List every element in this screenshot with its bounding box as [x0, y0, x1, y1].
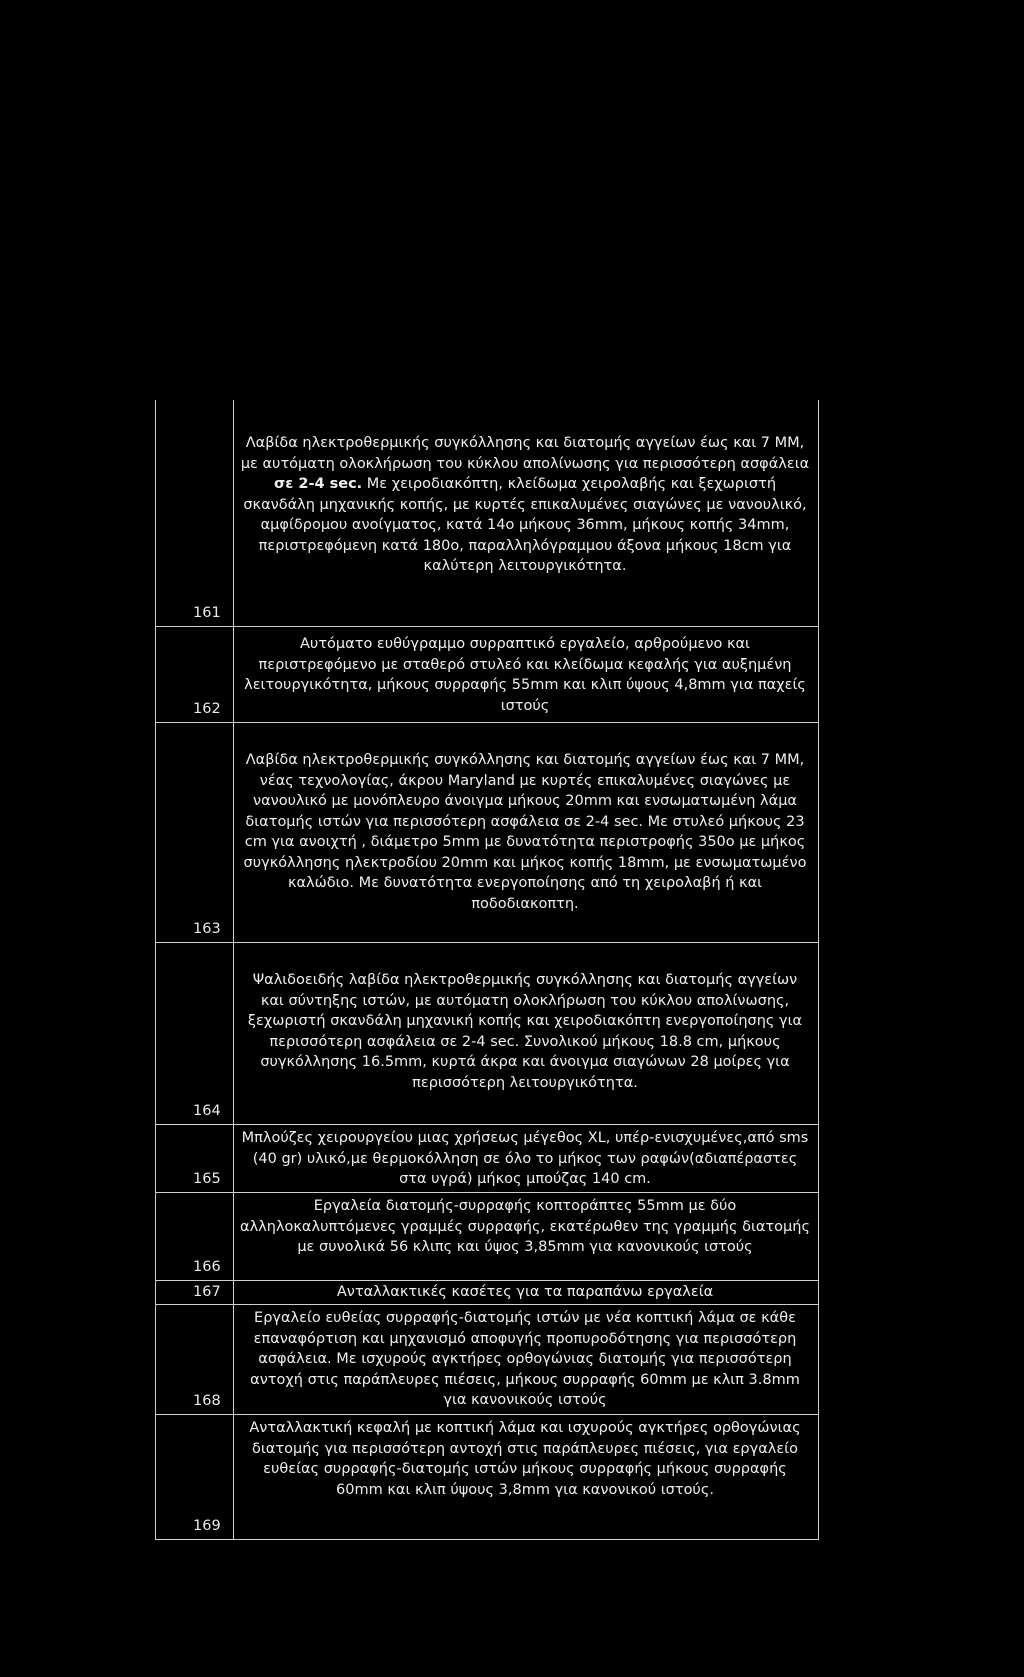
row-description: Ανταλλακτική κεφαλή με κοπτική λάμα και ισχυρούς αγκτήρες ορθογώνιας διατομής για περισσότερη αντοχή στις παράπλευρες πιέσεις, για εργαλείο ευθείας συρραφής-διατομής ιστών μήκους συρραφής μήκους συρραφής 60mm και κλιπ ύψους 3,8mm για κανονικού ιστούς.: [249, 1420, 801, 1498]
row-number: 165: [193, 1171, 221, 1187]
row-number: 162: [193, 701, 221, 717]
row-number: 166: [193, 1259, 221, 1275]
items-table: [155, 400, 819, 1540]
table-row: [155, 1414, 819, 1540]
table-row: [155, 400, 819, 626]
row-number: 168: [193, 1393, 221, 1409]
row-number: 169: [193, 1518, 221, 1534]
row-description: Μπλούζες χειρουργείου μιας χρήσεως μέγεθος XL, υπέρ-ενισχυμένες,από sms (40 gr) υλικό,με θερμοκόλληση σε όλο το μήκος των ραφών(αδιαπέραστες στα υγρά) μήκος μπούζας 140 cm.: [241, 1130, 809, 1187]
table-row: [155, 1304, 819, 1414]
row-description: Ανταλλακτικές κασέτες για τα παραπάνω εργαλεία: [336, 1284, 714, 1300]
table-row: [155, 1124, 819, 1192]
row-description: Λαβίδα ηλεκτροθερμικής συγκόλλησης και διατομής αγγείων έως και 7 ΜΜ, νέας τεχνολογίας, άκρου Maryland με κυρτές επικαλυμένες σιαγώνες με νανουλικό με μονόπλευρο άνοιγμα μήκους 20mm και ενσωματωμένη λάμα διατομής ιστών για περισσότερη ασφάλεια σε 2-4 sec. Με στυλεό μήκους 23 cm για ανοιχτή , διάμετρο 5mm με δυνατότητα περιστροφής 350ο με μήκος συγκόλλησης ηλεκτροδίου 20mm και μήκος κοπής 18mm, με ενσωματωμένο καλώδιο. Με δυνατότητα ενεργοποίησης από τη χειρολαβή ή και ποδοδιακοπτη.: [243, 752, 807, 912]
table-row: [155, 942, 819, 1124]
table-row: [155, 626, 819, 722]
row-description: Αυτόματο ευθύγραμμο συρραπτικό εργαλείο, αρθρούμενο και περιστρεφόμενο με σταθερό στυλεό και κλείδωμα κεφαλής για αυξημένη λειτουργικότητα, μήκους συρραφής 55mm και κλιπ ύψους 4,8mm για παχείς ιστούς: [244, 636, 806, 714]
row-number: 164: [193, 1103, 221, 1119]
table-row: [155, 1280, 819, 1304]
row-description: Λαβίδα ηλεκτροθερμικής συγκόλλησης και διατομής αγγείων έως και 7 ΜΜ, με αυτόματη ολοκλήρωση του κύκλου απολίνωσης για περισσότερη ασφάλεια σε 2-4 sec. Με χειροδιακόπτη, κλείδωμα χειρολαβής και ξεχωριστή σκανδάλη μηχανικής κοπής, με κυρτές επικαλυμένες σιαγώνες με νανουλικό, αμφίδρομου ανοίγματος, κατά 14ο μήκους 36mm, μήκους κοπής 34mm, περιστρεφόμενη κατά 180ο, παραλληλόγραμμου άξονα μήκους 18cm για καλύτερη λειτουργικότητα.: [240, 435, 810, 574]
row-number: 161: [193, 605, 221, 621]
row-number: 163: [193, 921, 221, 937]
row-description: Ψαλιδοειδής λαβίδα ηλεκτροθερμικής συγκόλλησης και διατομής αγγείων και σύντηξης ιστών, με αυτόματη ολοκλήρωση του κύκλου απολίνωσης, ξεχωριστή σκανδάλη μηχανική κοπής και χειροδιακόπτη ενεργοποίησης για περισσότερη ασφάλεια σε 2-4 sec. Συνολικού μήκους 18.8 cm, μήκους συγκόλλησης 16.5mm, κυρτά άκρα και άνοιγμα σιαγώνων 28 μοίρες για περισσότερη λειτουργικότητα.: [247, 972, 803, 1091]
row-description: Εργαλεία διατομής-συρραφής κοπτοράπτες 55mm με δύο αλληλοκαλυπτόμενες γραμμές συρραφής, εκατέρωθεν της γραμμής διατομής με συνολικά 56 κλιπς και ύψος 3,85mm για κανονικούς ιστούς: [240, 1198, 810, 1255]
row-description: Εργαλείο ευθείας συρραφής-διατομής ιστών με νέα κοπτική λάμα σε κάθε επαναφόρτιση και μηχανισμό αποφυγής προπυροδότησης για περισσότερη ασφάλεια. Με ισχυρούς αγκτήρες ορθογώνιας διατομής για περισσότερη αντοχή στις παράπλευρες πιέσεις, μήκους συρραφής 60mm με κλιπ 3.8mm για κανονικούς ιστούς: [250, 1310, 800, 1408]
table-row: [155, 1192, 819, 1280]
table-row: [155, 722, 819, 942]
row-number: 167: [193, 1284, 221, 1300]
